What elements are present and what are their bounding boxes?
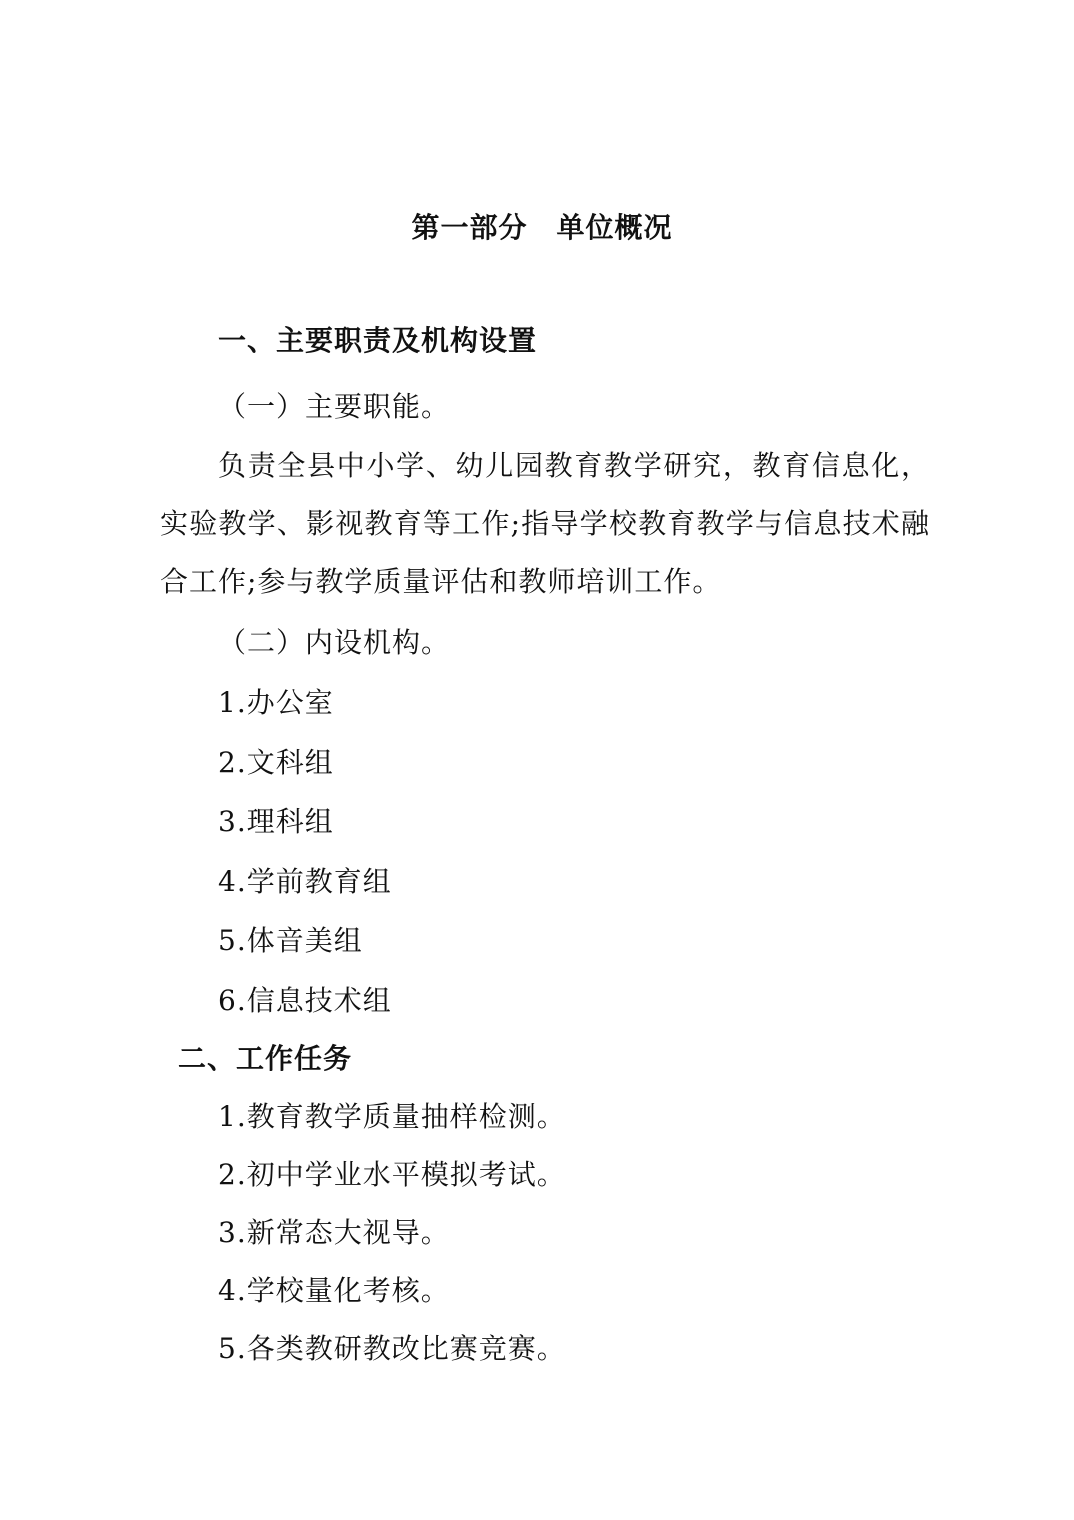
list-item-unit: 3.理科组	[218, 805, 334, 838]
list-item-task: 2.初中学业水平模拟考试。	[218, 1158, 566, 1191]
list-item-unit: 2.文科组	[218, 746, 334, 779]
list-item-unit: 4.学前教育组	[218, 865, 392, 898]
page-title: 第一部分 单位概况	[411, 211, 673, 244]
list-item-task: 5.各类教研教改比赛竞赛。	[218, 1332, 566, 1365]
list-item-task: 1.教育教学质量抽样检测。	[218, 1100, 566, 1133]
list-item-task: 3.新常态大视导。	[218, 1216, 450, 1249]
functions-paragraph: 负责全县中小学、幼儿园教育教学研究，教育信息化，实验教学、影视教育等工作;指导学校教育教学与信息技术融合工作;参与教学质量评估和教师培训工作。	[160, 449, 930, 598]
section-heading-duties: 一、主要职责及机构设置	[218, 324, 538, 357]
subheading-main-functions: （一）主要职能。	[218, 390, 451, 423]
list-item-task: 4.学校量化考核。	[218, 1274, 450, 1307]
subheading-internal-units: （二）内设机构。	[218, 626, 451, 659]
list-item-unit: 6.信息技术组	[218, 984, 392, 1017]
list-item-unit: 5.体音美组	[218, 924, 363, 957]
section-heading-tasks: 二、工作任务	[178, 1042, 353, 1075]
list-item-unit: 1.办公室	[218, 686, 334, 719]
